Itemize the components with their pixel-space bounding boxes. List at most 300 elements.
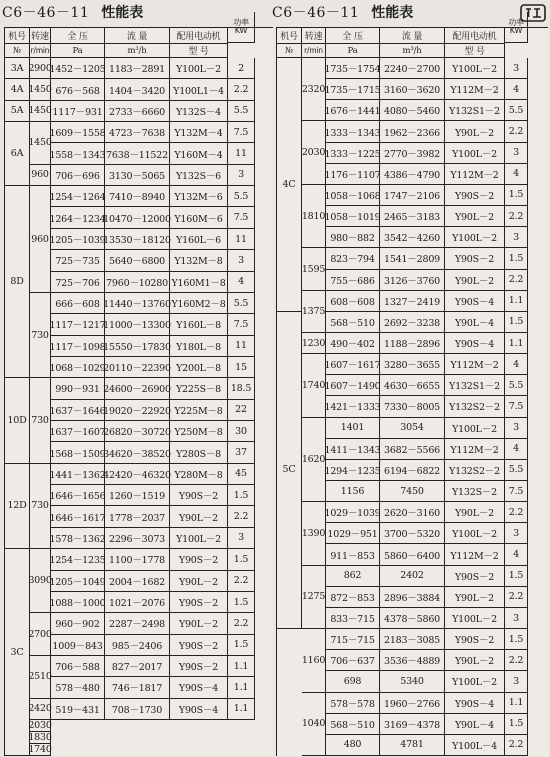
power-cell: 2.2 xyxy=(228,506,255,527)
motor-type-cell: Y112M－2 xyxy=(445,439,505,460)
power-cell: 30 xyxy=(228,421,255,442)
power-cell: 1.5 xyxy=(505,248,528,269)
flow-cell: 34620－38520 xyxy=(105,442,170,463)
motor-type-cell: Y225M－8 xyxy=(170,400,228,421)
pressure-cell: 490－402 xyxy=(326,333,380,354)
power-cell: 3 xyxy=(228,165,255,186)
flow-cell: 1260－1519 xyxy=(105,485,170,506)
motor-type-cell: Y160L－8 xyxy=(170,314,228,335)
flow-cell: 2004－1682 xyxy=(105,571,170,592)
flow-cell: 3682－5566 xyxy=(380,439,445,460)
motor-type-cell: Y112M－2 xyxy=(445,79,505,100)
pressure-cell: 715－715 xyxy=(326,629,380,650)
speed-cell: 2900 xyxy=(30,58,51,79)
pressure-cell: 698 xyxy=(326,671,380,692)
power-cell: 3 xyxy=(505,418,528,439)
pressure-cell: 1009－843 xyxy=(51,635,105,656)
pressure-cell: 1088－1000 xyxy=(51,592,105,613)
motor-type-cell: Y160M2－8 xyxy=(170,293,228,314)
flow-cell: 3130－5065 xyxy=(105,165,170,186)
power-cell: 5.5 xyxy=(228,293,255,314)
pressure-cell: 1735－1715 xyxy=(326,79,380,100)
power-cell: 11 xyxy=(228,143,255,164)
motor-type-cell: Y90L－2 xyxy=(445,270,505,291)
pressure-cell: 960－902 xyxy=(51,613,105,634)
flow-cell: 4080－5460 xyxy=(380,100,445,121)
header-pressure: 全 压 xyxy=(51,28,105,44)
motor-type-cell: Y132S2－2 xyxy=(445,396,505,417)
flow-cell: 11000－13300 xyxy=(105,314,170,335)
flow-cell: 2896－3884 xyxy=(380,587,445,608)
flow-cell: 11440－13760 xyxy=(105,293,170,314)
pressure-cell: 706－637 xyxy=(326,650,380,671)
speed-cell: 1620 xyxy=(302,418,326,503)
motor-type-cell: Y160M－4 xyxy=(170,143,228,164)
pressure-cell: 1058－1019 xyxy=(326,206,380,227)
pressure-cell: 706－696 xyxy=(51,165,105,186)
flow-cell: 1960－2766 xyxy=(380,693,445,714)
power-cell: 7.5 xyxy=(505,396,528,417)
pressure-cell: 755－686 xyxy=(326,270,380,291)
speed-cell: 960 xyxy=(30,165,51,186)
pressure-cell: 1117－1217 xyxy=(51,314,105,335)
speed-cell: 2510 xyxy=(30,656,51,699)
pressure-cell: 1646－1617 xyxy=(51,506,105,527)
motor-type-cell: Y132M－8 xyxy=(170,250,228,271)
pressure-cell: 1421－1333 xyxy=(326,396,380,417)
motor-type-cell: Y90S－2 xyxy=(170,485,228,506)
pressure-cell: 990－931 xyxy=(51,378,105,399)
motor-type-cell: Y90S－2 xyxy=(445,629,505,650)
flow-cell: 1188－2896 xyxy=(380,333,445,354)
pressure-cell: 862 xyxy=(326,566,380,587)
header-power-label: 功率 xyxy=(508,18,524,27)
power-cell: 4 xyxy=(505,354,528,375)
power-cell: 4 xyxy=(505,439,528,460)
flow-cell: 1778－2037 xyxy=(105,506,170,527)
power-cell: 3 xyxy=(505,523,528,544)
speed-cell: 3090 xyxy=(30,549,51,613)
power-cell: 11 xyxy=(228,229,255,250)
flow-cell: 708－1730 xyxy=(105,699,170,720)
motor-type-cell: Y90S－2 xyxy=(170,592,228,613)
flow-cell: 1100－1778 xyxy=(105,549,170,570)
flow-cell: 3280－3655 xyxy=(380,354,445,375)
pressure-cell: 1607－1617 xyxy=(326,354,380,375)
flow-cell: 7410－8940 xyxy=(105,186,170,207)
header-motor-type: 型 号 xyxy=(445,44,505,58)
motor-type-cell: Y90L－4 xyxy=(445,714,505,735)
flow-cell: 7960－10280 xyxy=(105,272,170,293)
flow-cell: 2240－2700 xyxy=(380,58,445,79)
speed-cell: 2030 xyxy=(28,720,52,731)
flow-cell: 4781 xyxy=(380,735,445,756)
header-pressure-unit: Pa xyxy=(326,44,380,58)
pressure-cell: 1254－1264 xyxy=(51,186,105,207)
page-title-right xyxy=(272,2,413,24)
header-power xyxy=(228,12,255,43)
power-cell: 1.5 xyxy=(505,566,528,587)
speed-cell: 1450 xyxy=(30,122,51,165)
header-motor: 配用电动机 xyxy=(170,28,228,44)
header-power-unit: KW xyxy=(234,26,248,35)
motor-type-cell: Y90L－2 xyxy=(445,502,505,523)
machine-no-cell: 3A xyxy=(5,58,30,79)
power-cell: 3 xyxy=(505,608,528,629)
pressure-cell: 1058－1068 xyxy=(326,185,380,206)
header-machine-no: 机号 xyxy=(5,28,30,44)
header-pressure: 全 压 xyxy=(326,28,380,44)
pressure-cell: 480 xyxy=(326,735,380,756)
motor-type-cell: Y100L－2 xyxy=(445,227,505,248)
header-motor: 配用电动机 xyxy=(445,28,505,44)
power-cell: 4 xyxy=(505,79,528,100)
pressure-cell: 568－510 xyxy=(326,312,380,333)
flow-cell: 5640－6800 xyxy=(105,250,170,271)
power-cell: 1.1 xyxy=(228,699,255,720)
power-cell: 4 xyxy=(228,272,255,293)
flow-cell: 985－2406 xyxy=(105,635,170,656)
motor-type-cell: Y90S－4 xyxy=(445,693,505,714)
pressure-cell: 980－882 xyxy=(326,227,380,248)
header-flow: 流 量 xyxy=(380,28,445,44)
title-model: C6－46－11 xyxy=(2,5,90,21)
motor-type-cell: Y112M－2 xyxy=(445,354,505,375)
speed-cell: 730 xyxy=(30,378,51,463)
pressure-cell: 1205－1039 xyxy=(51,229,105,250)
motor-type-cell: Y100L－2 xyxy=(445,671,505,692)
header-motor-type: 型 号 xyxy=(170,44,228,58)
pressure-cell: 1254－1235 xyxy=(51,549,105,570)
flow-cell: 5340 xyxy=(380,671,445,692)
motor-type-cell: Y90S－2 xyxy=(445,248,505,269)
header-no-unit: № xyxy=(277,44,302,58)
page-title-left xyxy=(2,2,143,24)
flow-cell: 7330－8005 xyxy=(380,396,445,417)
pressure-cell: 1637－1607 xyxy=(51,421,105,442)
power-cell: 22 xyxy=(228,400,255,421)
power-cell: 1.1 xyxy=(505,693,528,714)
header-flow-unit: m³/h xyxy=(380,44,445,58)
power-cell: 2.2 xyxy=(505,121,528,142)
flow-cell: 2287－2498 xyxy=(105,613,170,634)
motor-type-cell: Y132S1－2 xyxy=(445,100,505,121)
pressure-cell: 578－578 xyxy=(326,693,380,714)
flow-cell: 1327－2419 xyxy=(380,291,445,312)
flow-cell: 7450 xyxy=(380,481,445,502)
power-cell: 5.5 xyxy=(228,186,255,207)
motor-type-cell: Y132M－6 xyxy=(170,186,228,207)
pressure-cell: 1452－1205 xyxy=(51,58,105,79)
pressure-cell: 1068－1029 xyxy=(51,357,105,378)
power-cell: 37 xyxy=(228,442,255,463)
speed-cell: 1450 xyxy=(30,79,51,100)
motor-type-cell: Y90S－4 xyxy=(170,677,228,698)
power-cell: 3 xyxy=(228,528,255,549)
pressure-cell: 1156 xyxy=(326,481,380,502)
flow-cell: 2402 xyxy=(380,566,445,587)
power-cell: 4 xyxy=(505,164,528,185)
flow-cell: 2692－3238 xyxy=(380,312,445,333)
pressure-cell: 706－588 xyxy=(51,656,105,677)
power-cell: 5.5 xyxy=(505,375,528,396)
speed-cell: 1595 xyxy=(302,248,326,290)
power-cell: 3 xyxy=(228,250,255,271)
power-cell: 1.5 xyxy=(228,592,255,613)
header-power xyxy=(505,12,528,43)
power-cell: 3 xyxy=(505,143,528,164)
power-cell: 1.5 xyxy=(228,485,255,506)
speed-cell: 1390 xyxy=(302,502,326,565)
motor-type-cell: Y90L－2 xyxy=(170,613,228,634)
flow-cell: 4630－6655 xyxy=(380,375,445,396)
pressure-cell: 1568－1509 xyxy=(51,442,105,463)
pressure-cell: 1401 xyxy=(326,418,380,439)
machine-no-cell: 10D xyxy=(5,378,30,463)
flow-cell: 1404－3420 xyxy=(105,79,170,100)
pressure-cell: 1117－931 xyxy=(51,101,105,122)
header-flow-unit: m³/h xyxy=(105,44,170,58)
header-machine-no: 机号 xyxy=(277,28,302,44)
header-no-unit: № xyxy=(5,44,30,58)
flow-cell: 10470－12000 xyxy=(105,207,170,228)
title-name: 性能表 xyxy=(371,5,414,21)
power-cell: 7.5 xyxy=(228,207,255,228)
pressure-cell: 1176－1107 xyxy=(326,164,380,185)
power-cell: 1.5 xyxy=(505,714,528,735)
power-cell: 2.2 xyxy=(505,587,528,608)
pressure-cell: 1735－1754 xyxy=(326,58,380,79)
motor-type-cell: Y90L－2 xyxy=(445,206,505,227)
machine-no-cell: 5A xyxy=(5,101,30,122)
flow-cell: 3169－4378 xyxy=(380,714,445,735)
pressure-cell: 1029－951 xyxy=(326,523,380,544)
pressure-cell: 1558－1343 xyxy=(51,143,105,164)
machine-no-cell: 4A xyxy=(5,79,30,100)
motor-type-cell: Y160M1－8 xyxy=(170,272,228,293)
motor-type-cell: Y90L－4 xyxy=(445,312,505,333)
header-power-unit: KW xyxy=(509,26,523,35)
header-speed-unit: r/min xyxy=(302,44,326,58)
speed-cell: 1450 xyxy=(30,101,51,122)
speed-cell: 2030 xyxy=(302,121,326,184)
motor-type-cell: Y90L－2 xyxy=(170,506,228,527)
motor-type-cell: Y225S－8 xyxy=(170,378,228,399)
pressure-cell: 1333－1343 xyxy=(326,121,380,142)
speed-cell: 2700 xyxy=(30,613,51,656)
flow-cell: 3126－3760 xyxy=(380,270,445,291)
pressure-cell: 725－735 xyxy=(51,250,105,271)
flow-cell: 1021－2076 xyxy=(105,592,170,613)
pressure-cell: 911－853 xyxy=(326,544,380,565)
motor-type-cell: Y132M－4 xyxy=(170,122,228,143)
pressure-cell: 1637－1646 xyxy=(51,400,105,421)
performance-table-right xyxy=(276,18,548,756)
motor-type-cell: Y90L－2 xyxy=(445,587,505,608)
motor-type-cell: Y100L1－4 xyxy=(170,79,228,100)
motor-type-cell: Y100L－2 xyxy=(445,523,505,544)
flow-cell: 15550－17830 xyxy=(105,336,170,357)
flow-cell: 26820－30720 xyxy=(105,421,170,442)
pressure-cell: 1205－1049 xyxy=(51,571,105,592)
power-cell: 1.5 xyxy=(505,312,528,333)
speed-cell: 1275 xyxy=(302,566,326,629)
flow-cell: 2465－3183 xyxy=(380,206,445,227)
motor-type-cell: Y180L－8 xyxy=(170,336,228,357)
machine-no-cell: 6A xyxy=(5,122,30,186)
motor-type-cell: Y100L－2 xyxy=(445,143,505,164)
motor-type-cell: Y280S－8 xyxy=(170,442,228,463)
flow-cell: 2183－3085 xyxy=(380,629,445,650)
speed-cell: 730 xyxy=(30,464,51,549)
pressure-cell: 568－510 xyxy=(326,714,380,735)
speed-cell: 730 xyxy=(30,293,51,378)
power-cell: 1.1 xyxy=(228,677,255,698)
motor-type-cell: Y132S1－2 xyxy=(445,375,505,396)
pressure-cell: 1264－1234 xyxy=(51,207,105,228)
flow-cell: 3054 xyxy=(380,418,445,439)
flow-cell: 1747－2106 xyxy=(380,185,445,206)
motor-type-cell: Y90S－4 xyxy=(170,699,228,720)
pressure-cell: 1676－1441 xyxy=(326,100,380,121)
flow-cell: 4378－5860 xyxy=(380,608,445,629)
power-cell: 1.1 xyxy=(505,333,528,354)
pressure-cell: 1117－1098 xyxy=(51,336,105,357)
motor-type-cell: Y90L－2 xyxy=(445,121,505,142)
machine-no-cell: 5C xyxy=(277,312,302,629)
flow-cell: 1541－2809 xyxy=(380,248,445,269)
motor-type-cell: Y112M－2 xyxy=(445,164,505,185)
power-cell: 2.2 xyxy=(505,270,528,291)
speed-cell: 1740 xyxy=(302,354,326,417)
pressure-cell: 519－431 xyxy=(51,699,105,720)
motor-type-cell: Y100L－2 xyxy=(170,58,228,79)
power-cell: 3 xyxy=(505,58,528,79)
pressure-cell: 833－715 xyxy=(326,608,380,629)
power-cell: 1.5 xyxy=(505,185,528,206)
power-cell: 15 xyxy=(228,357,255,378)
motor-type-cell: Y250M－8 xyxy=(170,421,228,442)
motor-type-cell: Y100L－2 xyxy=(445,418,505,439)
power-cell: 5.5 xyxy=(505,100,528,121)
performance-table-left xyxy=(4,18,273,756)
flow-cell: 2296－3073 xyxy=(105,528,170,549)
power-cell: 2.2 xyxy=(228,79,255,100)
machine-no-cell: 3C xyxy=(5,549,30,756)
motor-type-cell: Y132S－4 xyxy=(170,101,228,122)
flow-cell: 827－2017 xyxy=(105,656,170,677)
power-cell: 45 xyxy=(228,464,255,485)
header-power-label: 功率 xyxy=(233,18,249,27)
motor-type-cell: Y90S－2 xyxy=(170,549,228,570)
power-cell: 11 xyxy=(228,336,255,357)
power-cell: 1.1 xyxy=(228,656,255,677)
power-cell: 2.2 xyxy=(228,571,255,592)
flow-cell: 6194－6822 xyxy=(380,460,445,481)
power-cell: 4 xyxy=(505,544,528,565)
speed-cell: 1375 xyxy=(302,291,326,333)
speed-cell: 1040 xyxy=(302,693,326,756)
pressure-cell: 1646－1656 xyxy=(51,485,105,506)
speed-cell: 1830 xyxy=(28,732,52,743)
motor-type-cell: Y160L－6 xyxy=(170,229,228,250)
pressure-cell: 676－568 xyxy=(51,79,105,100)
speed-cell: 1160 xyxy=(302,629,326,692)
motor-type-cell: Y100L－4 xyxy=(445,735,505,756)
motor-type-cell: Y100L－2 xyxy=(445,608,505,629)
flow-cell: 5860－6400 xyxy=(380,544,445,565)
machine-no-cell: 12D xyxy=(5,464,30,549)
power-cell: 2.2 xyxy=(505,735,528,756)
flow-cell: 3700－5320 xyxy=(380,523,445,544)
flow-cell: 2770－3982 xyxy=(380,143,445,164)
motor-type-cell: Y90S－4 xyxy=(445,333,505,354)
pressure-cell: 1029－1039 xyxy=(326,502,380,523)
flow-cell: 20110－22390 xyxy=(105,357,170,378)
motor-type-cell: Y160M－6 xyxy=(170,207,228,228)
motor-type-cell: Y90S－2 xyxy=(445,185,505,206)
motor-type-cell: Y132S－2 xyxy=(445,481,505,502)
pressure-cell: 1578－1362 xyxy=(51,528,105,549)
flow-cell: 19020－22920 xyxy=(105,400,170,421)
speed-cell: 960 xyxy=(30,186,51,293)
flow-cell: 3536－4889 xyxy=(380,650,445,671)
header-speed-unit: r/min xyxy=(30,44,51,58)
pressure-cell: 1441－1362 xyxy=(51,464,105,485)
motor-type-cell: Y132S2－2 xyxy=(445,460,505,481)
power-cell: 3 xyxy=(505,671,528,692)
title-name: 性能表 xyxy=(101,5,144,21)
motor-type-cell: Y90L－2 xyxy=(170,571,228,592)
pressure-cell: 608－608 xyxy=(326,291,380,312)
flow-cell: 1962－2366 xyxy=(380,121,445,142)
power-cell: 2 xyxy=(228,58,255,79)
speed-cell: 2420 xyxy=(30,699,51,720)
motor-type-cell: Y90S－2 xyxy=(170,656,228,677)
motor-type-cell: Y132S－6 xyxy=(170,165,228,186)
pressure-cell: 725－706 xyxy=(51,272,105,293)
machine-no-cell: 4C xyxy=(277,58,302,312)
motor-type-cell: Y200L－8 xyxy=(170,357,228,378)
motor-type-cell: Y100L－2 xyxy=(170,528,228,549)
motor-type-cell: Y100L－2 xyxy=(445,58,505,79)
pressure-cell: 1333－1225 xyxy=(326,143,380,164)
pressure-cell: 666－608 xyxy=(51,293,105,314)
flow-cell: 746－1817 xyxy=(105,677,170,698)
power-cell: 5.5 xyxy=(228,101,255,122)
power-cell: 2.2 xyxy=(505,206,528,227)
header-flow: 流 量 xyxy=(105,28,170,44)
flow-cell: 3542－4260 xyxy=(380,227,445,248)
flow-cell: 13530－18120 xyxy=(105,229,170,250)
flow-cell: 3160－3620 xyxy=(380,79,445,100)
power-cell: 3 xyxy=(505,227,528,248)
header-pressure-unit: Pa xyxy=(51,44,105,58)
power-cell: 1.5 xyxy=(228,635,255,656)
speed-cell: 1230 xyxy=(302,333,326,354)
pressure-cell: 578－480 xyxy=(51,677,105,698)
pressure-cell: 872－853 xyxy=(326,587,380,608)
power-cell: 2.2 xyxy=(505,502,528,523)
power-cell: 2.2 xyxy=(228,613,255,634)
power-cell: 7.5 xyxy=(228,314,255,335)
pressure-cell: 1411－1343 xyxy=(326,439,380,460)
motor-type-cell: Y112M－2 xyxy=(445,544,505,565)
motor-type-cell: Y280M－8 xyxy=(170,464,228,485)
header-speed: 转速 xyxy=(302,28,326,44)
motor-type-cell: Y90S－2 xyxy=(445,566,505,587)
machine-no-cell: 8D xyxy=(5,186,30,378)
